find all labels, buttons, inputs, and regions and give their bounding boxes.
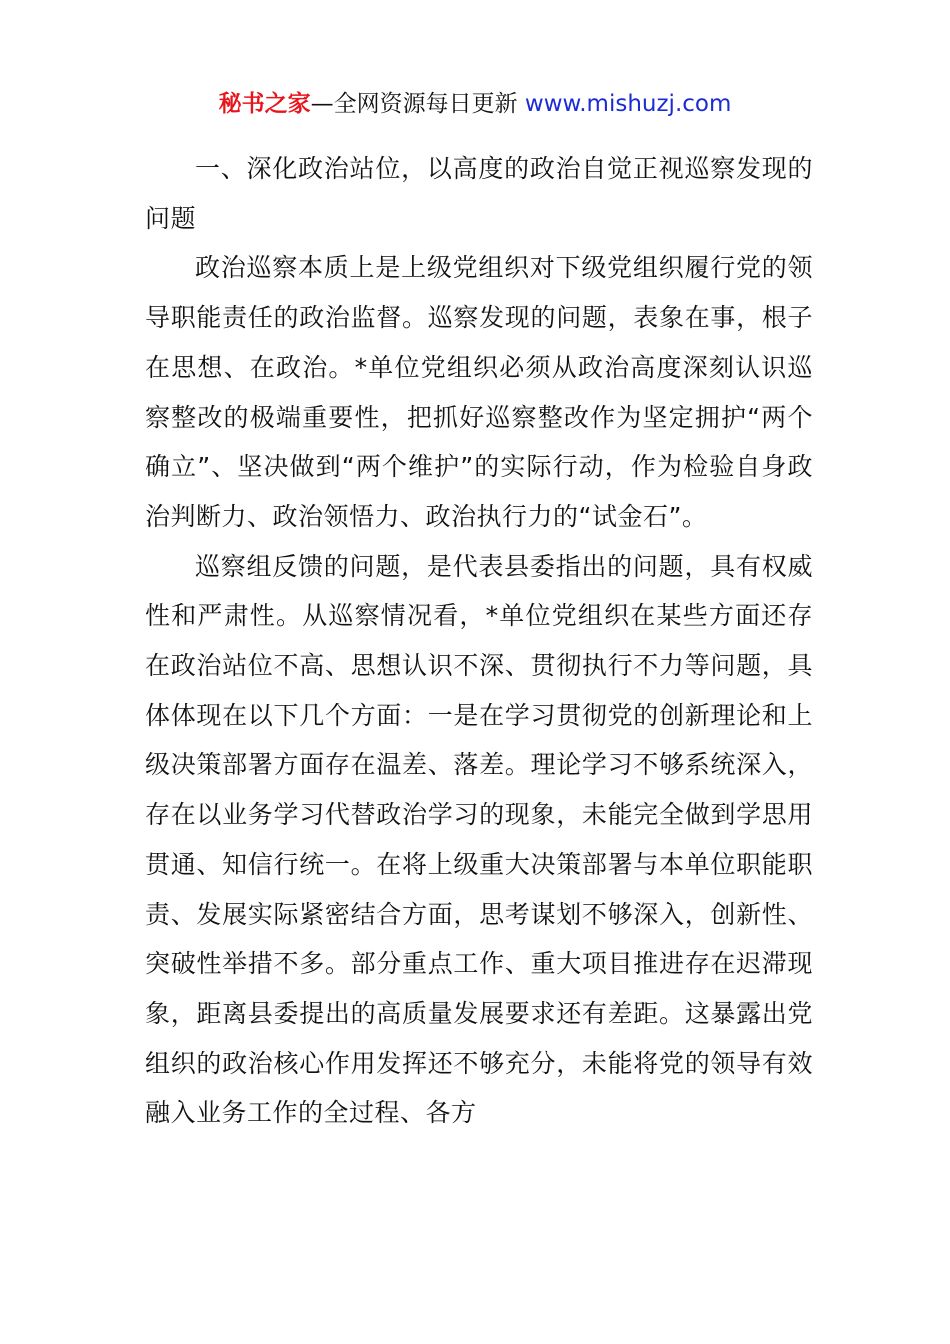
document-body [145,144,813,1138]
page-header [0,86,950,122]
header-slogan: —全网资源每日更新 [310,91,525,117]
website-link[interactable]: www.mishuzj.com [524,91,732,117]
body-paragraph-1: 政治巡察本质上是上级党组织对下级党组织履行党的领导职能责任的政治监督。巡察发现的问题，表象在事，根子在思想、在政治。*单位党组织必须从政治高度深刻认识巡察整改的极端重要性，把抓好巡察整改作为坚定拥护“两个确立”、坚决做到“两个维护”的实际行动，作为检验自身政治判断力、政治领悟力、政治执行力的“试金石”。 [145,253,813,531]
section-heading: 一、深化政治站位，以高度的政治自觉正视巡察发现的问题 [145,154,813,233]
body-paragraph-2: 巡察组反馈的问题，是代表县委指出的问题，具有权威性和严肃性。从巡察情况看，*单位党组织在某些方面还存在政治站位不高、思想认识不深、贯彻执行不力等问题，具体体现在以下几个方面：一是在学习贯彻党的创新理论和上级决策部署方面存在温差、落差。理论学习不够系统深入，存在以业务学习代替政治学习的现象，未能完全做到学思用贯通、知信行统一。在将上级重大决策部署与本单位职能职责、发展实际紧密结合方面，思考谋划不够深入，创新性、突破性举措不多。部分重点工作、重大项目推进存在迟滞现象，距离县委提出的高质量发展要求还有差距。这暴露出党组织的政治核心作用发挥还不够充分，未能将党的领导有效融入业务工作的全过程、各方 [145,551,813,1128]
brand-name: 秘书之家 [218,91,311,117]
